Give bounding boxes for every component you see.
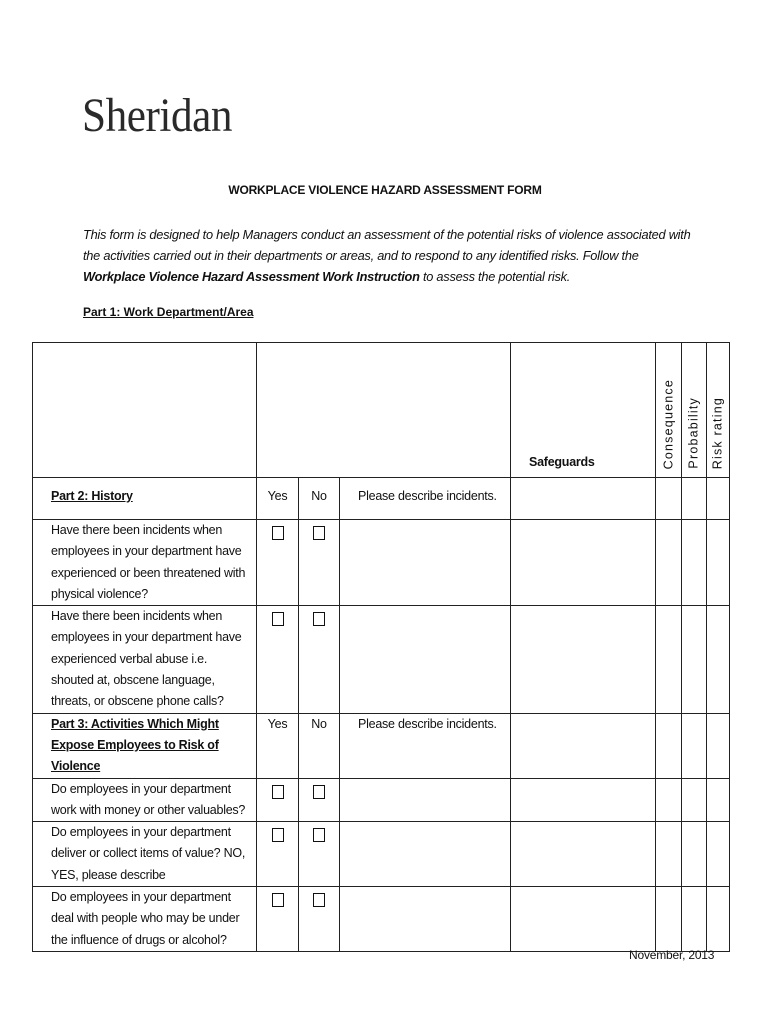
risk-rating-cell[interactable] <box>707 520 730 606</box>
yes-header: Yes <box>257 713 299 778</box>
form-intro <box>83 224 693 287</box>
safeguards-cell[interactable] <box>511 887 656 952</box>
yes-checkbox[interactable] <box>272 893 284 907</box>
no-checkbox[interactable] <box>313 526 325 540</box>
no-checkbox-cell[interactable] <box>299 822 340 887</box>
consequence-cell[interactable] <box>656 778 682 822</box>
part3-label-cell <box>33 713 257 778</box>
no-header: No <box>299 713 340 778</box>
no-checkbox[interactable] <box>313 828 325 842</box>
incident-description-cell[interactable] <box>340 887 511 952</box>
yes-checkbox-cell[interactable] <box>257 606 299 713</box>
probability-header <box>682 343 707 478</box>
safeguards-cell[interactable] <box>511 478 656 520</box>
question-text: Do employees in your department deliver or collect items of value? NO, YES, please describe <box>33 822 257 887</box>
probability-cell[interactable] <box>682 822 707 887</box>
consequence-cell[interactable] <box>656 822 682 887</box>
no-checkbox[interactable] <box>313 785 325 799</box>
question-text: Do employees in your department deal with people who may be under the influence of drugs or alcohol? <box>33 887 257 952</box>
assessment-table <box>32 342 730 952</box>
part3-header-row <box>33 713 730 778</box>
consequence-cell[interactable] <box>656 887 682 952</box>
risk-rating-label: Risk rating <box>710 396 725 469</box>
incident-description-cell[interactable] <box>340 520 511 606</box>
risk-rating-cell[interactable] <box>707 822 730 887</box>
intro-text-1: This form is designed to help Managers conduct an assessment of the potential risks of violence associated with the activities carried out in their departments or areas, and to respond to any identified risks. Follow the <box>83 227 691 263</box>
safeguards-cell[interactable] <box>511 520 656 606</box>
incident-description-cell[interactable] <box>340 606 511 713</box>
probability-cell[interactable] <box>682 520 707 606</box>
risk-rating-cell[interactable] <box>707 478 730 520</box>
consequence-cell[interactable] <box>656 520 682 606</box>
no-checkbox[interactable] <box>313 893 325 907</box>
describe-header: Please describe incidents. <box>340 713 511 778</box>
part2-label: Part 2: History <box>51 489 133 503</box>
question-row <box>33 778 730 822</box>
probability-cell[interactable] <box>682 778 707 822</box>
safeguards-cell[interactable] <box>511 606 656 713</box>
question-row <box>33 606 730 713</box>
yes-header: Yes <box>257 478 299 520</box>
yes-checkbox-cell[interactable] <box>257 822 299 887</box>
footer-date: November, 2013 <box>629 948 715 962</box>
no-checkbox-cell[interactable] <box>299 778 340 822</box>
probability-cell[interactable] <box>682 606 707 713</box>
consequence-cell[interactable] <box>656 606 682 713</box>
incident-description-cell[interactable] <box>340 822 511 887</box>
intro-work-instruction: Workplace Violence Hazard Assessment Work Instruction <box>83 269 420 284</box>
no-checkbox-cell[interactable] <box>299 887 340 952</box>
yes-checkbox-cell[interactable] <box>257 887 299 952</box>
yes-checkbox[interactable] <box>272 828 284 842</box>
describe-header: Please describe incidents. <box>340 478 511 520</box>
safeguards-label: Safeguards <box>529 454 595 469</box>
risk-rating-cell[interactable] <box>707 713 730 778</box>
question-text: Have there been incidents when employees in your department have experienced verbal abuse i.e. shouted at, obscene language, threats, or obscene phone calls? <box>33 606 257 713</box>
question-text: Have there been incidents when employees in your department have experienced or been threatened with physical violence? <box>33 520 257 606</box>
probability-cell[interactable] <box>682 887 707 952</box>
consequence-cell[interactable] <box>656 478 682 520</box>
probability-label: Probability <box>686 397 701 469</box>
no-header: No <box>299 478 340 520</box>
incident-description-cell[interactable] <box>340 778 511 822</box>
consequence-label: Consequence <box>660 378 675 469</box>
safeguards-header <box>511 343 656 478</box>
safeguards-cell[interactable] <box>511 713 656 778</box>
no-checkbox[interactable] <box>313 612 325 626</box>
probability-cell[interactable] <box>682 478 707 520</box>
risk-rating-cell[interactable] <box>707 887 730 952</box>
part2-label-cell <box>33 478 257 520</box>
yes-checkbox[interactable] <box>272 785 284 799</box>
part2-header-row <box>33 478 730 520</box>
department-area-cell[interactable] <box>33 343 257 478</box>
safeguards-cell[interactable] <box>511 778 656 822</box>
no-checkbox-cell[interactable] <box>299 606 340 713</box>
yes-checkbox-cell[interactable] <box>257 778 299 822</box>
risk-rating-cell[interactable] <box>707 606 730 713</box>
question-row <box>33 520 730 606</box>
yes-checkbox-cell[interactable] <box>257 520 299 606</box>
sheridan-logo: Sheridan <box>82 89 232 142</box>
part1-label: Part 1: Work Department/Area <box>83 305 254 319</box>
part3-label: Part 3: Activities Which Might Expose Employees to Risk of Violence <box>51 716 219 774</box>
safeguards-cell[interactable] <box>511 822 656 887</box>
question-row <box>33 822 730 887</box>
consequence-header <box>656 343 682 478</box>
yes-checkbox[interactable] <box>272 526 284 540</box>
question-text: Do employees in your department work with money or other valuables? <box>33 778 257 822</box>
part1-blank-cell[interactable] <box>257 343 511 478</box>
probability-cell[interactable] <box>682 713 707 778</box>
question-row <box>33 887 730 952</box>
risk-rating-header <box>707 343 730 478</box>
consequence-cell[interactable] <box>656 713 682 778</box>
intro-text-2: to assess the potential risk. <box>419 269 571 284</box>
yes-checkbox[interactable] <box>272 612 284 626</box>
form-title: WORKPLACE VIOLENCE HAZARD ASSESSMENT FORM <box>228 183 542 197</box>
risk-rating-cell[interactable] <box>707 778 730 822</box>
part1-row <box>33 343 730 478</box>
no-checkbox-cell[interactable] <box>299 520 340 606</box>
